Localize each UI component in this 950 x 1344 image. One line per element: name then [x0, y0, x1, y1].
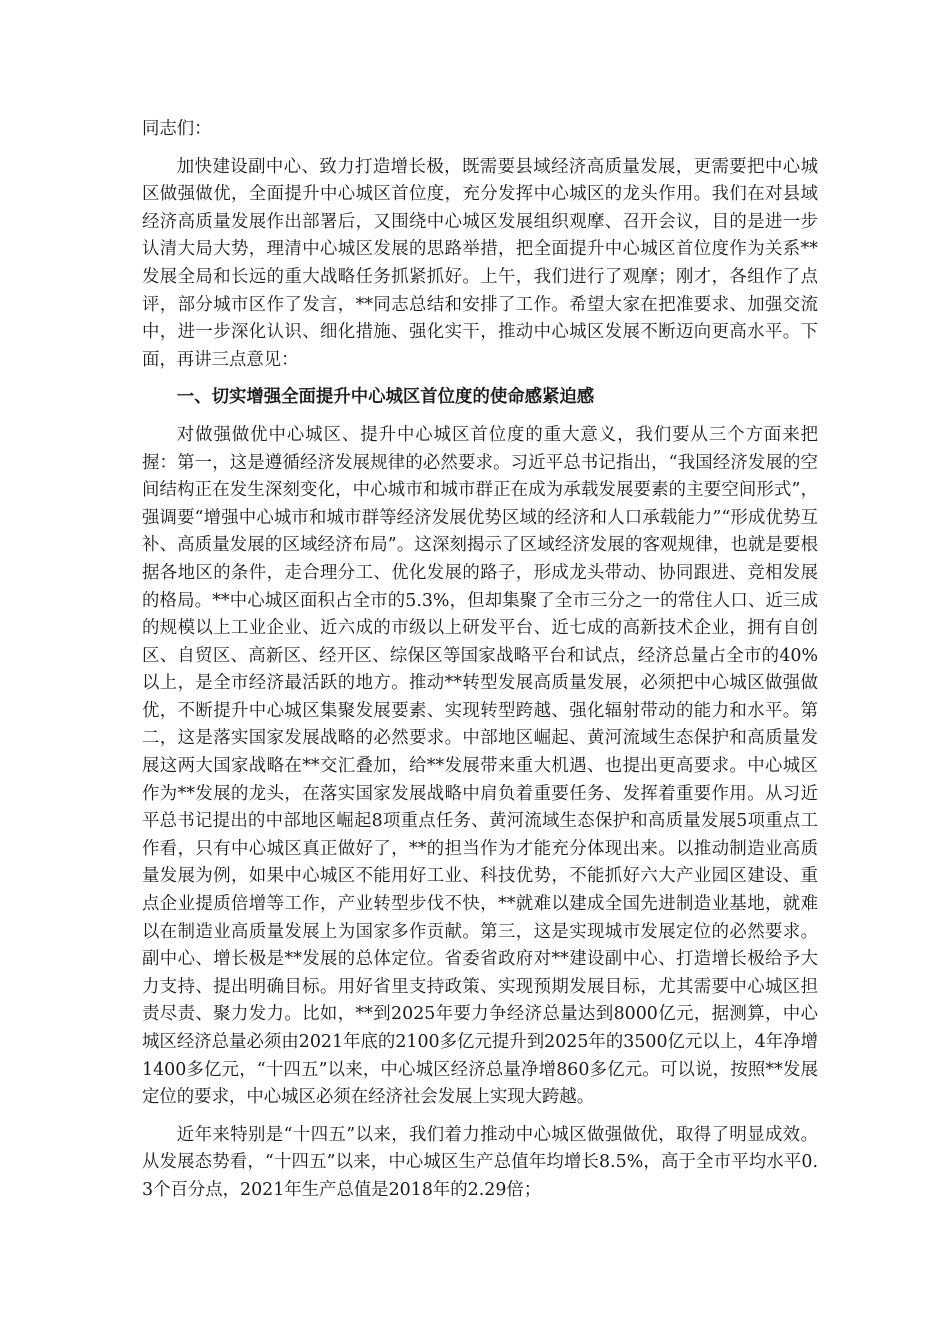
- intro-paragraph: 加快建设副中心、致力打造增长极，既需要县域经济高质量发展，更需要把中心城区做强做优，全面提升中心城区首位度，充分发挥中心城区的龙头作用。我们在对县域经济高质量发展作出部署后，又围绕中心城区发展组织观摩、召开会议，目的是进一步认清大局大势，理清中心城区发展的思路举措，把全面提升中心城区首位度作为关系**发展全局和长远的重大战略任务抓紧抓好。上午，我们进行了观摩；刚才，各组作了点评，部分城市区作了发言，**同志总结和安排了工作。希望大家在把准要求、加强交流中，进一步深化认识、细化措施、强化实干，推动中心城区发展不断迈向更高水平。下面，再讲三点意见：: [142, 156, 818, 370]
- section-heading: 一、切实增强全面提升中心城区首位度的使命感紧迫感: [176, 387, 595, 408]
- salutation: 同志们：: [142, 119, 212, 139]
- body-paragraph: 近年来特别是“十四五”以来，我们着力推动中心城区做强做优，取得了明显成效。从发展态势看，“十四五”以来，中心城区生产总值年均增长8.5%，高于全市平均水平0.3个百分点，2021年生产总值是2018年的2.29倍；: [142, 1124, 818, 1200]
- body-paragraph: 对做强做优中心城区、提升中心城区首位度的重大意义，我们要从三个方面来把握：第一，这是遵循经济发展规律的必然要求。习近平总书记指出，“我国经济发展的空间结构正在发生深刻变化，中心城市和城市群正在成为承载发展要素的主要空间形式”，强调要“增强中心城市和城市群等经济发展优势区域的经济和人口承载能力”“形成优势互补、高质量发展的区域经济布局”。这深刻揭示了区域经济发展的客观规律，也就是要根据各地区的条件，走合理分工、优化发展的路子，形成龙头带动、协同跟进、竞相发展的格局。**中心城区面积占全市的5.3%，但却集聚了全市三分之一的常住人口、近三成的规模以上工业企业、近六成的市级以上研发平台、近七成的高新技术企业，拥有自创区、自贸区、高新区、经开区、综保区等国家战略平台和试点，经济总量占全市的40%以上，是全市经济最活跃的地方。推动**转型发展高质量发展，必须把中心城区做强做优，不断提升中心城区集聚发展要素、实现转型跨越、强化辐射带动的能力和水平。第二，这是落实国家发展战略的必然要求。中部地区崛起、黄河流域生态保护和高质量发展这两大国家战略在**交汇叠加，给**发展带来重大机遇、也提出更高要求。中心城区作为**发展的龙头，在落实国家发展战略中肩负着重要任务、发挥着重要作用。从习近平总书记提出的中部地区崛起8项重点任务、黄河流域生态保护和高质量发展5项重点工作看，只有中心城区真正做好了，**的担当作为才能充分体现出来。以推动制造业高质量发展为例，如果中心城区不能用好工业、科技优势，不能抓好六大产业园区建设、重点企业提质倍增等工作，产业转型步伐不快，**就难以建成全国先进制造业基地，就难以在制造业高质量发展上为国家多作贡献。第三，这是实现城市发展定位的必然要求。副中心、增长极是**发展的总体定位。省委省政府对**建设副中心、打造增长极给予大力支持、提出明确目标。用好省里支持政策、实现预期发展目标，尤其需要中心城区担责尽责、聚力发力。比如，**到2025年要力争经济总量达到8000亿元，据测算，中心城区经济总量必须由2021年底的2100多亿元提升到2025年的3500亿元以上，4年净增1400多亿元，“十四五”以来，中心城区经济总量净增860多亿元。可以说，按照**发展定位的要求，中心城区必须在经济社会发展上实现大跨越。: [142, 424, 818, 1108]
- document-body: [142, 116, 818, 1215]
